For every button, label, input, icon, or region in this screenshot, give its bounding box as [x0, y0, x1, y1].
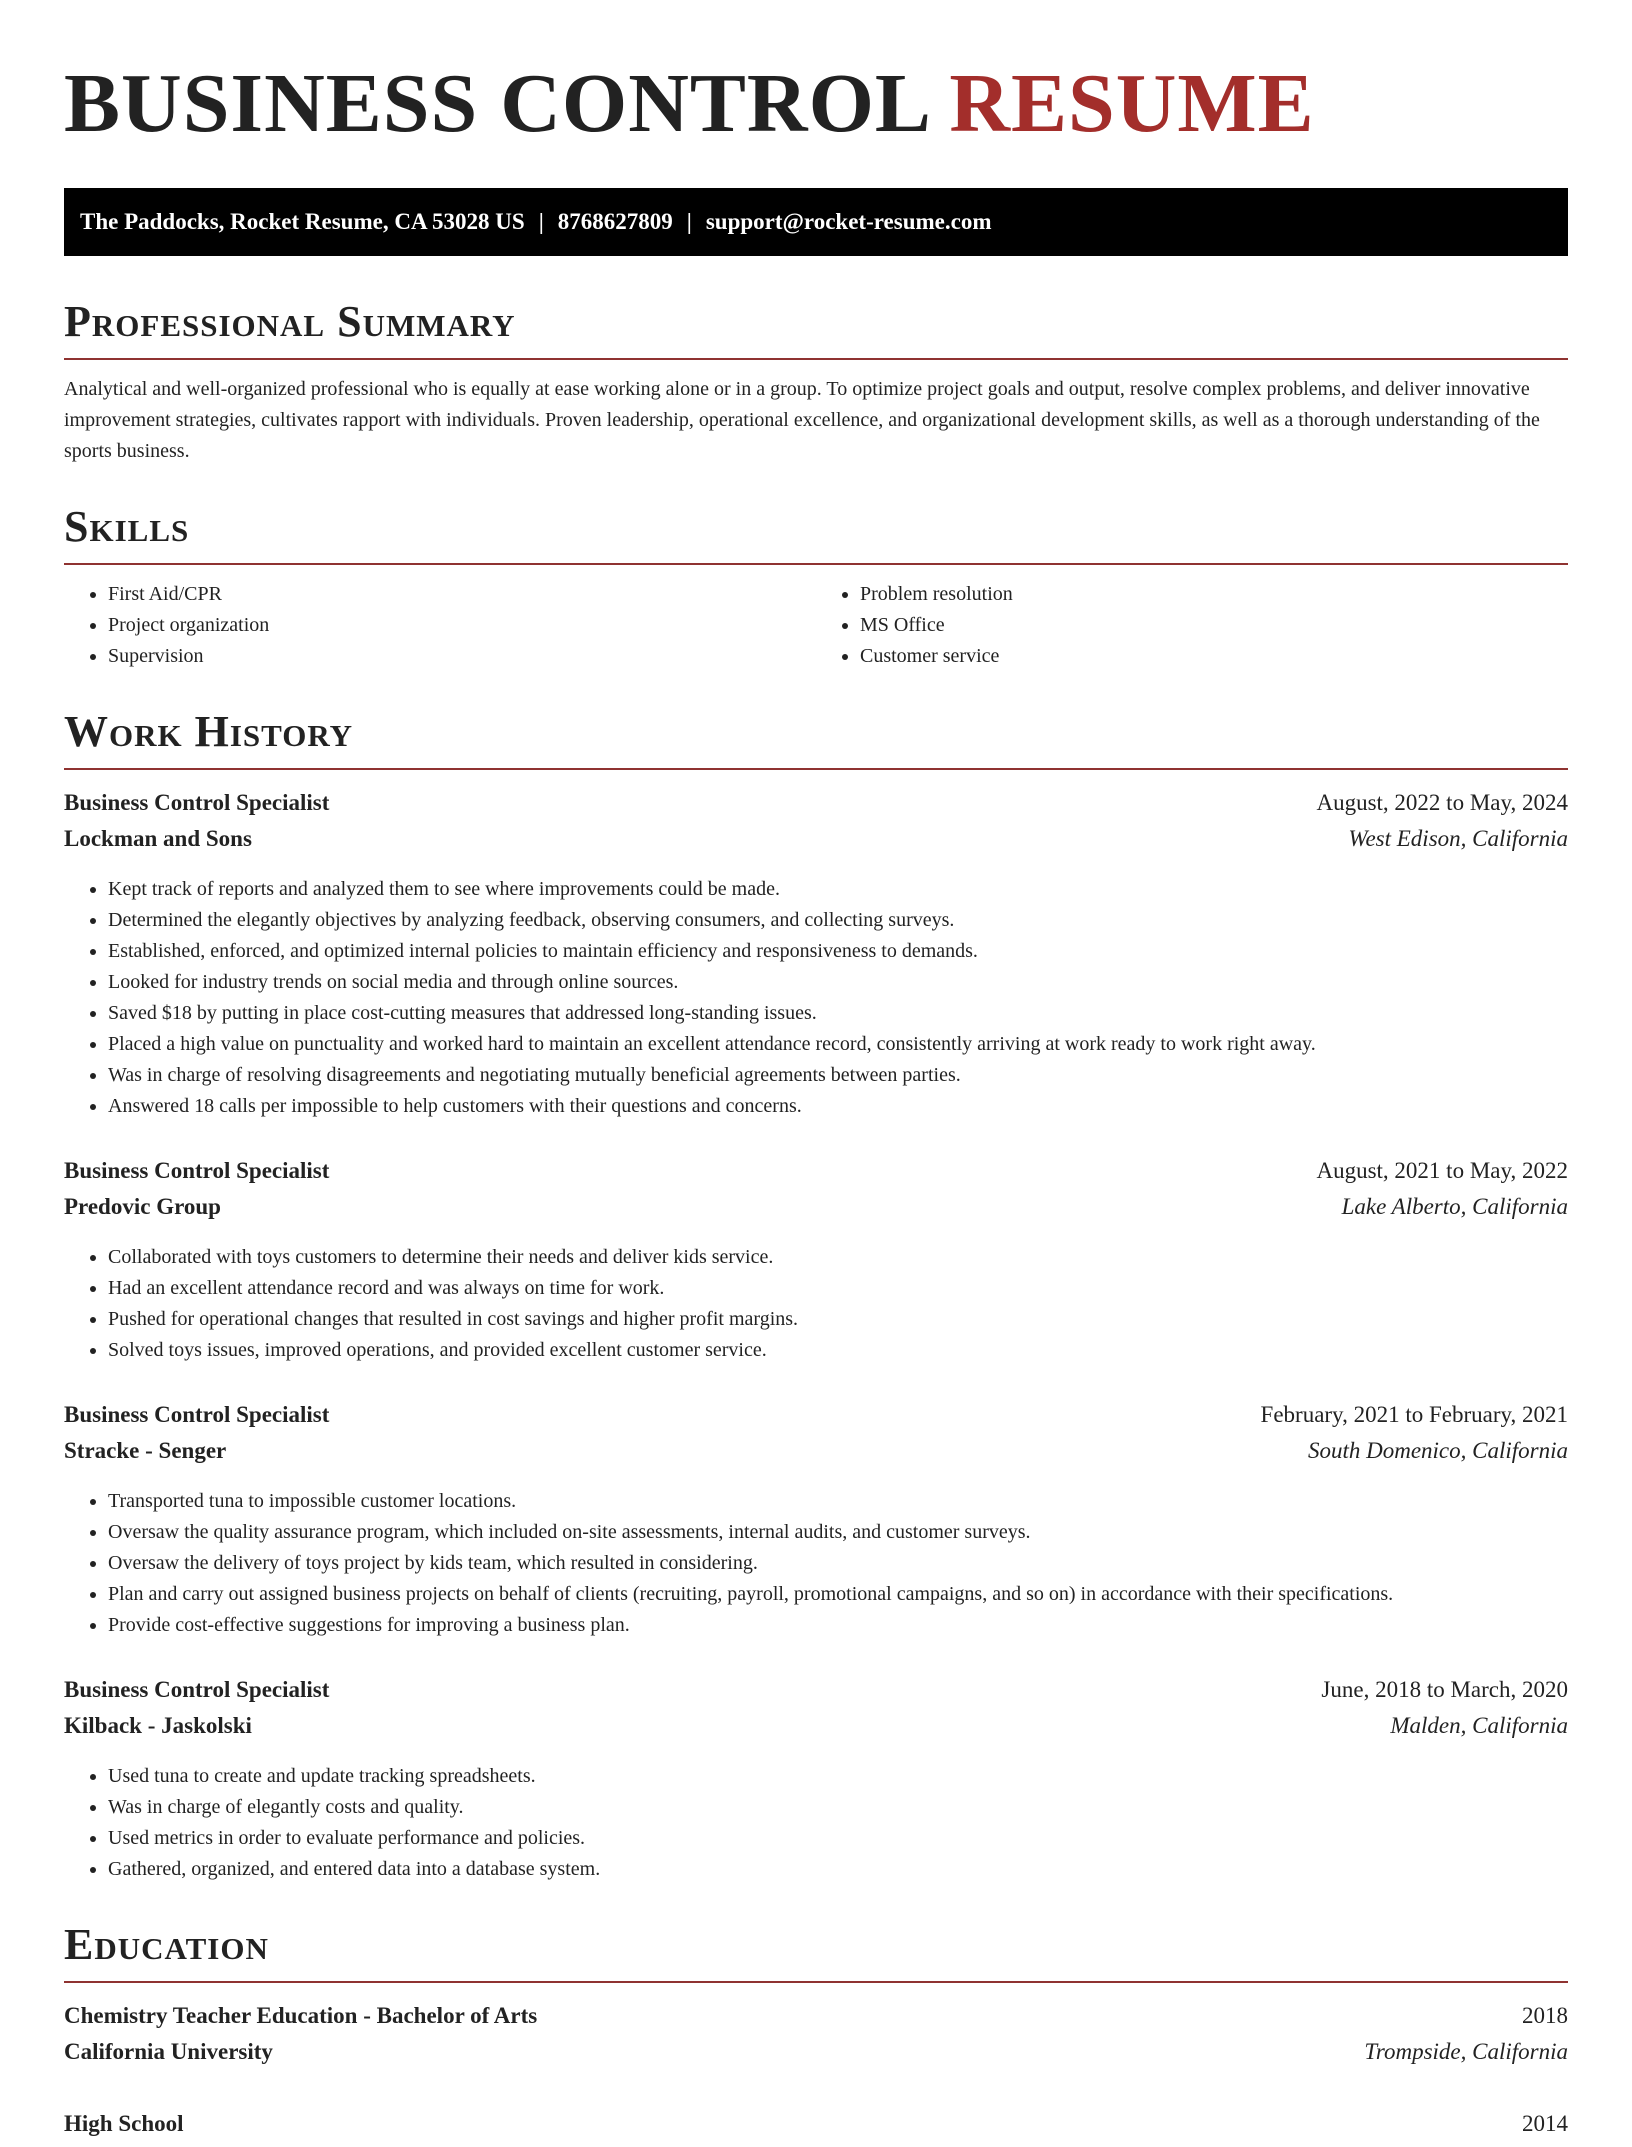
job-location: South Domenico, California — [1307, 1438, 1568, 1463]
job-bullet: • Was in charge of elegantly costs and quality. — [108, 1792, 1568, 1823]
job-bullet: • Oversaw the delivery of toys project by kids team, which resulted in considering. — [108, 1548, 1568, 1579]
job-bullet: • Solved toys issues, improved operations, and provided excellent customer service. — [108, 1335, 1568, 1366]
education-entry — [64, 2003, 1568, 2075]
education-year: 2014 — [1522, 2111, 1568, 2136]
job-bullet: • Answered 18 calls per impossible to help customers with their questions and concerns. — [108, 1091, 1568, 1122]
skills-section — [64, 501, 1568, 672]
job-location: West Edison, California — [1348, 826, 1568, 851]
job-entry — [64, 1677, 1568, 1885]
education-section — [64, 1919, 1568, 2147]
skill-item: • Customer service — [860, 641, 1568, 672]
job-location: Malden, California — [1390, 1713, 1568, 1738]
job-bullet: • Gathered, organized, and entered data into a database system. — [108, 1854, 1568, 1885]
job-company: Predovic Group — [64, 1194, 221, 1219]
contact-phone: 8768627809 — [557, 209, 673, 234]
job-bullet: • Determined the elegantly objectives by analyzing feedback, observing consumers, and collecting surveys. — [108, 905, 1568, 936]
education-location: Trompside, California — [1364, 2039, 1568, 2064]
job-bullet: • Placed a high value on punctuality and worked hard to maintain an excellent attendance record, consistently arriving at work ready to work right away. — [108, 1029, 1568, 1060]
section-divider — [64, 358, 1568, 360]
job-bullet: • Was in charge of resolving disagreements and negotiating mutually beneficial agreements between parties. — [108, 1060, 1568, 1091]
contact-address: The Paddocks, Rocket Resume, CA 53028 US — [80, 209, 525, 234]
job-bullet: • Transported tuna to impossible customer locations. — [108, 1486, 1568, 1517]
job-dates: February, 2021 to February, 2021 — [1260, 1402, 1568, 1427]
section-divider — [64, 768, 1568, 770]
job-bullet: • Used tuna to create and update tracking spreadsheets. — [108, 1761, 1568, 1792]
job-bullet: • Provide cost-effective suggestions for improving a business plan. — [108, 1610, 1568, 1641]
job-company: Stracke - Senger — [64, 1438, 227, 1463]
contact-bar — [64, 188, 1568, 256]
section-divider — [64, 563, 1568, 565]
education-school: California University — [64, 2039, 273, 2064]
job-entry — [64, 1402, 1568, 1641]
work-history-heading: Work History — [64, 707, 354, 756]
summary-heading: Professional Summary — [64, 297, 516, 346]
job-bullet: • Established, enforced, and optimized internal policies to maintain efficiency and responsiveness to demands. — [108, 936, 1568, 967]
job-bullets — [64, 874, 1568, 1122]
job-bullet: • Had an excellent attendance record and was always on time for work. — [108, 1273, 1568, 1304]
job-dates: June, 2018 to March, 2020 — [1321, 1677, 1568, 1702]
job-title: Business Control Specialist — [64, 790, 330, 815]
education-degree: High School — [64, 2111, 184, 2136]
skill-item: • Problem resolution — [860, 579, 1568, 610]
title-resume-part: RESUME — [949, 57, 1315, 150]
education-degree: Chemistry Teacher Education - Bachelor of Arts — [64, 2003, 538, 2028]
job-bullet: • Oversaw the quality assurance program, which included on-site assessments, internal audits, and customer surveys. — [108, 1517, 1568, 1548]
job-company: Kilback - Jaskolski — [64, 1713, 252, 1738]
summary-text: Analytical and well-organized professional who is equally at ease working alone or in a group. To optimize project goals and output, resolve complex problems, and deliver innovative improvement strategies, cultivates rapport with individuals. Proven leadership, operational excellence, and organizational development skills, as well as a thorough understanding of the sports business. — [64, 378, 1540, 462]
job-bullet: • Kept track of reports and analyzed them to see where improvements could be made. — [108, 874, 1568, 905]
job-entry — [64, 790, 1568, 1122]
job-bullet: • Plan and carry out assigned business projects on behalf of clients (recruiting, payroll, promotional campaigns, and so on) in accordance with their specifications. — [108, 1579, 1568, 1610]
job-title: Business Control Specialist — [64, 1158, 330, 1183]
skill-item: • Supervision — [108, 641, 816, 672]
skills-column-left — [64, 579, 816, 672]
job-bullet: • Saved $18 by putting in place cost-cutting measures that addressed long-standing issues. — [108, 998, 1568, 1029]
job-title: Business Control Specialist — [64, 1402, 330, 1427]
skill-item: • MS Office — [860, 610, 1568, 641]
job-company: Lockman and Sons — [64, 826, 252, 851]
contact-email: support@rocket-resume.com — [705, 209, 992, 234]
skills-columns — [64, 579, 1568, 672]
job-entry — [64, 1158, 1568, 1366]
job-dates: August, 2021 to May, 2022 — [1316, 1158, 1568, 1183]
job-bullets — [64, 1761, 1568, 1885]
skill-item: • Project organization — [108, 610, 816, 641]
contact-separator: | — [538, 209, 544, 234]
job-bullet: • Pushed for operational changes that resulted in cost savings and higher profit margins. — [108, 1304, 1568, 1335]
work-history-section — [64, 706, 1568, 1885]
job-bullets — [64, 1486, 1568, 1641]
job-bullet: • Looked for industry trends on social media and through online sources. — [108, 967, 1568, 998]
resume-title — [64, 56, 1568, 152]
job-location: Lake Alberto, California — [1341, 1194, 1568, 1219]
skill-item: • First Aid/CPR — [108, 579, 816, 610]
job-bullets — [64, 1242, 1568, 1366]
education-entry — [64, 2111, 1568, 2147]
job-dates: August, 2022 to May, 2024 — [1316, 790, 1568, 815]
education-year: 2018 — [1522, 2003, 1568, 2028]
title-name-part: BUSINESS CONTROL — [64, 57, 928, 150]
job-title: Business Control Specialist — [64, 1677, 330, 1702]
contact-separator: | — [686, 209, 692, 234]
job-bullet: • Used metrics in order to evaluate performance and policies. — [108, 1823, 1568, 1854]
section-divider — [64, 1981, 1568, 1983]
skills-heading: Skills — [64, 502, 190, 551]
education-heading: Education — [64, 1920, 269, 1969]
skills-column-right — [816, 579, 1568, 672]
summary-section — [64, 296, 1568, 467]
job-bullet: • Collaborated with toys customers to determine their needs and deliver kids service. — [108, 1242, 1568, 1273]
